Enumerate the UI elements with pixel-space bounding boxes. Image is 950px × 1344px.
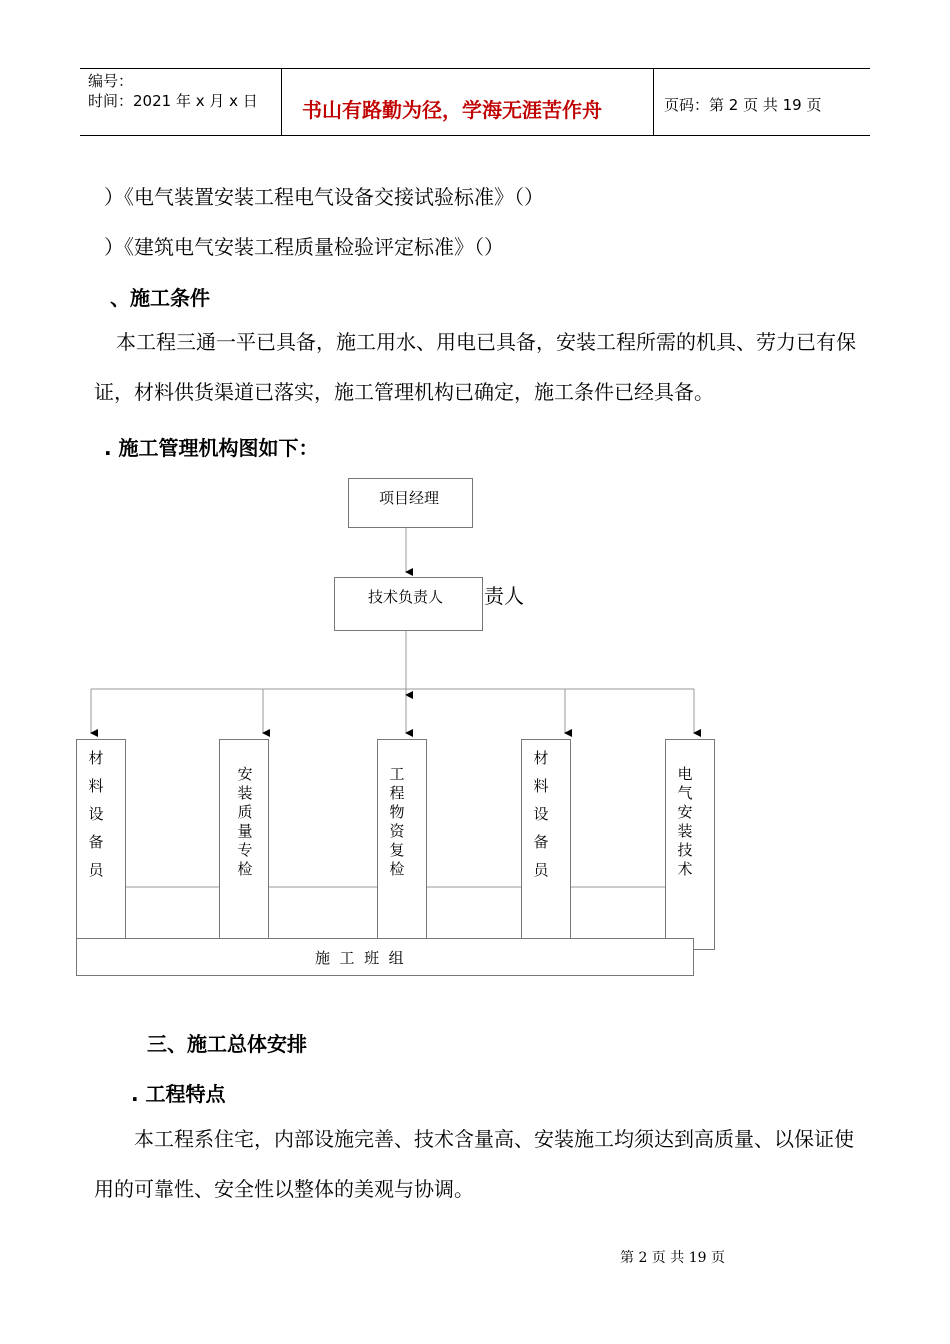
document-date: 时间：2021 年 x 月 x 日 xyxy=(88,92,258,110)
page-footer: 第 2 页 共 19 页 xyxy=(620,1250,725,1266)
section-heading-conditions: 、施工条件 xyxy=(110,286,210,310)
project-manager-box xyxy=(348,478,473,528)
subsection-heading-features: . 工程特点 xyxy=(131,1082,226,1106)
role-box-electrical xyxy=(665,739,715,950)
role-label: 工程物资复检 xyxy=(389,765,405,878)
standard-item: ）《建筑电气安装工程质量检验评定标准》（） xyxy=(104,235,504,259)
construction-team-box xyxy=(76,938,694,976)
role-label: 安装质量专检 xyxy=(237,765,253,878)
project-manager-label: 项目经理 xyxy=(379,489,440,507)
motto: 书山有路勤为径，学海无涯苦作舟 xyxy=(302,98,602,122)
role-label: 材料设备员 xyxy=(533,749,549,879)
standard-item: ）《电气装置安装工程电气设备交接试验标准》（） xyxy=(104,185,544,209)
tech-lead-overflow-text: 责人 xyxy=(484,584,524,608)
role-box-material xyxy=(76,739,126,939)
section-heading-arrangement: 三、施工总体安排 xyxy=(147,1032,307,1056)
role-box-materials-inspection xyxy=(377,739,427,939)
role-box-material-2 xyxy=(521,739,571,939)
features-paragraph: 本工程系住宅，内部设施完善、技术含量高、安装施工均须达到高质量、以保证使用的可靠性、安全性以整体的美观与协调。 xyxy=(94,1127,854,1201)
document-number: 编号： xyxy=(88,72,134,90)
tech-lead-box xyxy=(334,577,483,631)
role-label: 材料设备员 xyxy=(88,749,104,879)
org-chart-title: . 施工管理机构图如下： xyxy=(104,436,319,460)
role-box-quality xyxy=(219,739,269,939)
construction-team-label: 施 工 班 组 xyxy=(315,949,404,967)
tech-lead-label: 技术负责人 xyxy=(368,588,444,606)
conditions-paragraph: 本工程三通一平已具备，施工用水、用电已具备，安装工程所需的机具、劳力已有保证，材料供货渠道已落实，施工管理机构已确定，施工条件已经具备。 xyxy=(94,330,856,404)
role-label: 电气安装技术 xyxy=(677,765,693,878)
page-info: 页码：第 2 页 共 19 页 xyxy=(664,96,822,114)
